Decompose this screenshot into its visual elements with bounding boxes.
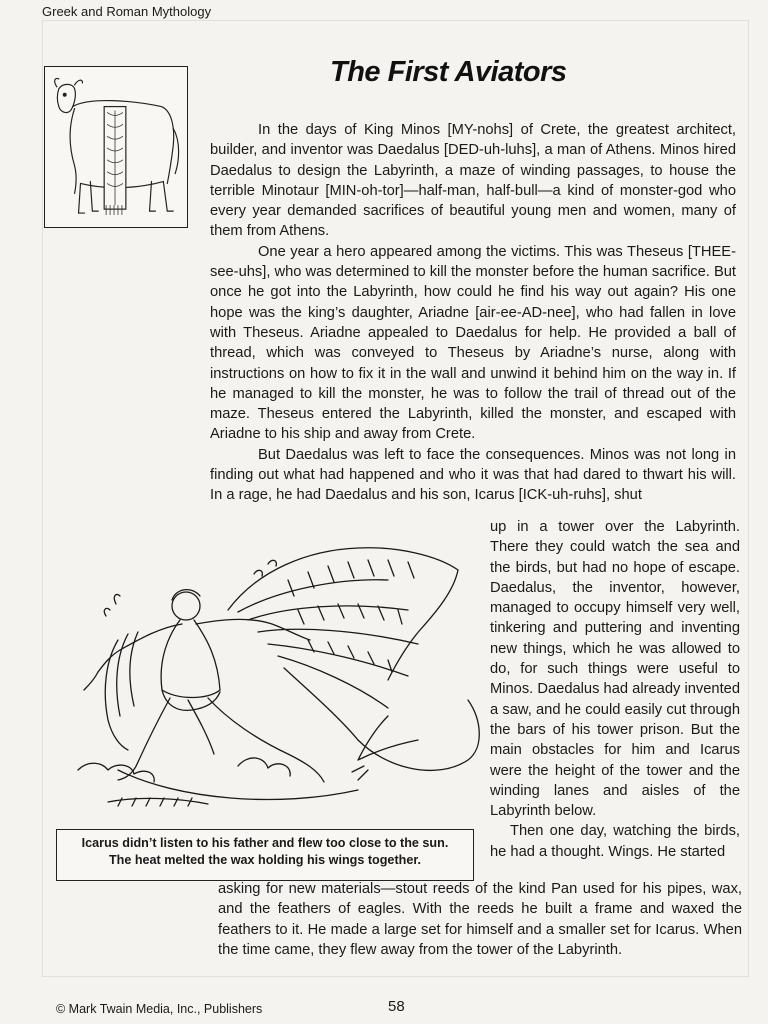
bleed-through-text (755, 0, 758, 14)
paragraph-5: Then one day, watching the birds, he had a thought. Wings. He started (490, 823, 740, 860)
book-title: Greek and Roman Mythology (42, 4, 212, 19)
article-body-bottom (218, 879, 742, 960)
icarus-illustration (58, 540, 490, 826)
page-title: The First Aviators (330, 56, 567, 88)
paragraph-6: asking for new materials—stout reeds of the kind Pan used for his pipes, wax, and the feathers of eagles. With the reeds he built a frame and waxed the feathers to it. He made a large set for himself and a smaller set for Icarus. When the time came, they flew away from the tower of the Labyrinth. (218, 881, 742, 958)
icarus-flight-icon (58, 540, 490, 826)
page-number: 58 (388, 998, 405, 1015)
paragraph-4: up in a tower over the Labyrinth. There they could watch the sea and the birds, but had no hope of escape. Daedalus, the inventor, however, managed to occupy himself very well, tinkering and puttering and inventing new things, which he was allowed to do, for such things were useful to Minos. Daedalus had already invented a saw, and he could easily cut through the bars of his tower prison. But the main obstacles for him and Icarus were the height of the tower and the winding lanes and aisles of the Labyrinth below. (490, 519, 740, 820)
bull-icon (45, 67, 187, 227)
paragraph-3: But Daedalus was left to face the consequences. Minos was not long in finding out what had happened and who it was that had dared to thwart his will. In a rage, he had Daedalus and his son, Icarus [ICK-uh-ruhs], shut (210, 446, 736, 504)
copyright: © Mark Twain Media, Inc., Publishers (56, 1002, 263, 1016)
caption-line-2: The heat melted the wax holding his wings together. (108, 853, 422, 867)
bull-illustration (44, 66, 188, 228)
illustration-caption (56, 829, 474, 881)
paragraph-2: One year a hero appeared among the victims. This was Theseus [THEE-see-uhs], who was determined to kill the monster before the human sacrifice. But once he got into the Labyrinth, how could he find his way out again? His one hope was the king’s daughter, Ariadne [air-ee-AD-nee], who had fallen in love with Theseus. Ariadne appealed to Daedalus for help. He provided a ball of thread, which was conveyed to Theseus by Ariadne’s nurse, along with instructions on how to fix it in the wall and unwind it behind him on the way in. If he managed to kill the monster, he was to follow the trail of thread out of the maze. Theseus entered the Labyrinth, killed the monster, and escaped with Ariadne to his ship and away from Crete. (210, 243, 736, 443)
paragraph-1: In the days of King Minos [MY-nohs] of Crete, the greatest architect, builder, and inventor was Daedalus [DED-uh-luhs], a man of Athens. Minos hired Daedalus to design the Labyrinth, a maze of winding passages, to house the terrible Minotaur [MIN-oh-tor]—half-man, half-bull—a kind of monster-god who every year demanded sacrifices of beautiful young men and women, many of them from Athens. (210, 122, 736, 240)
article-body-side (490, 517, 740, 862)
caption-line-1: Icarus didn’t listen to his father and flew too close to the sun. (81, 836, 449, 850)
article-body-upper (210, 120, 736, 506)
